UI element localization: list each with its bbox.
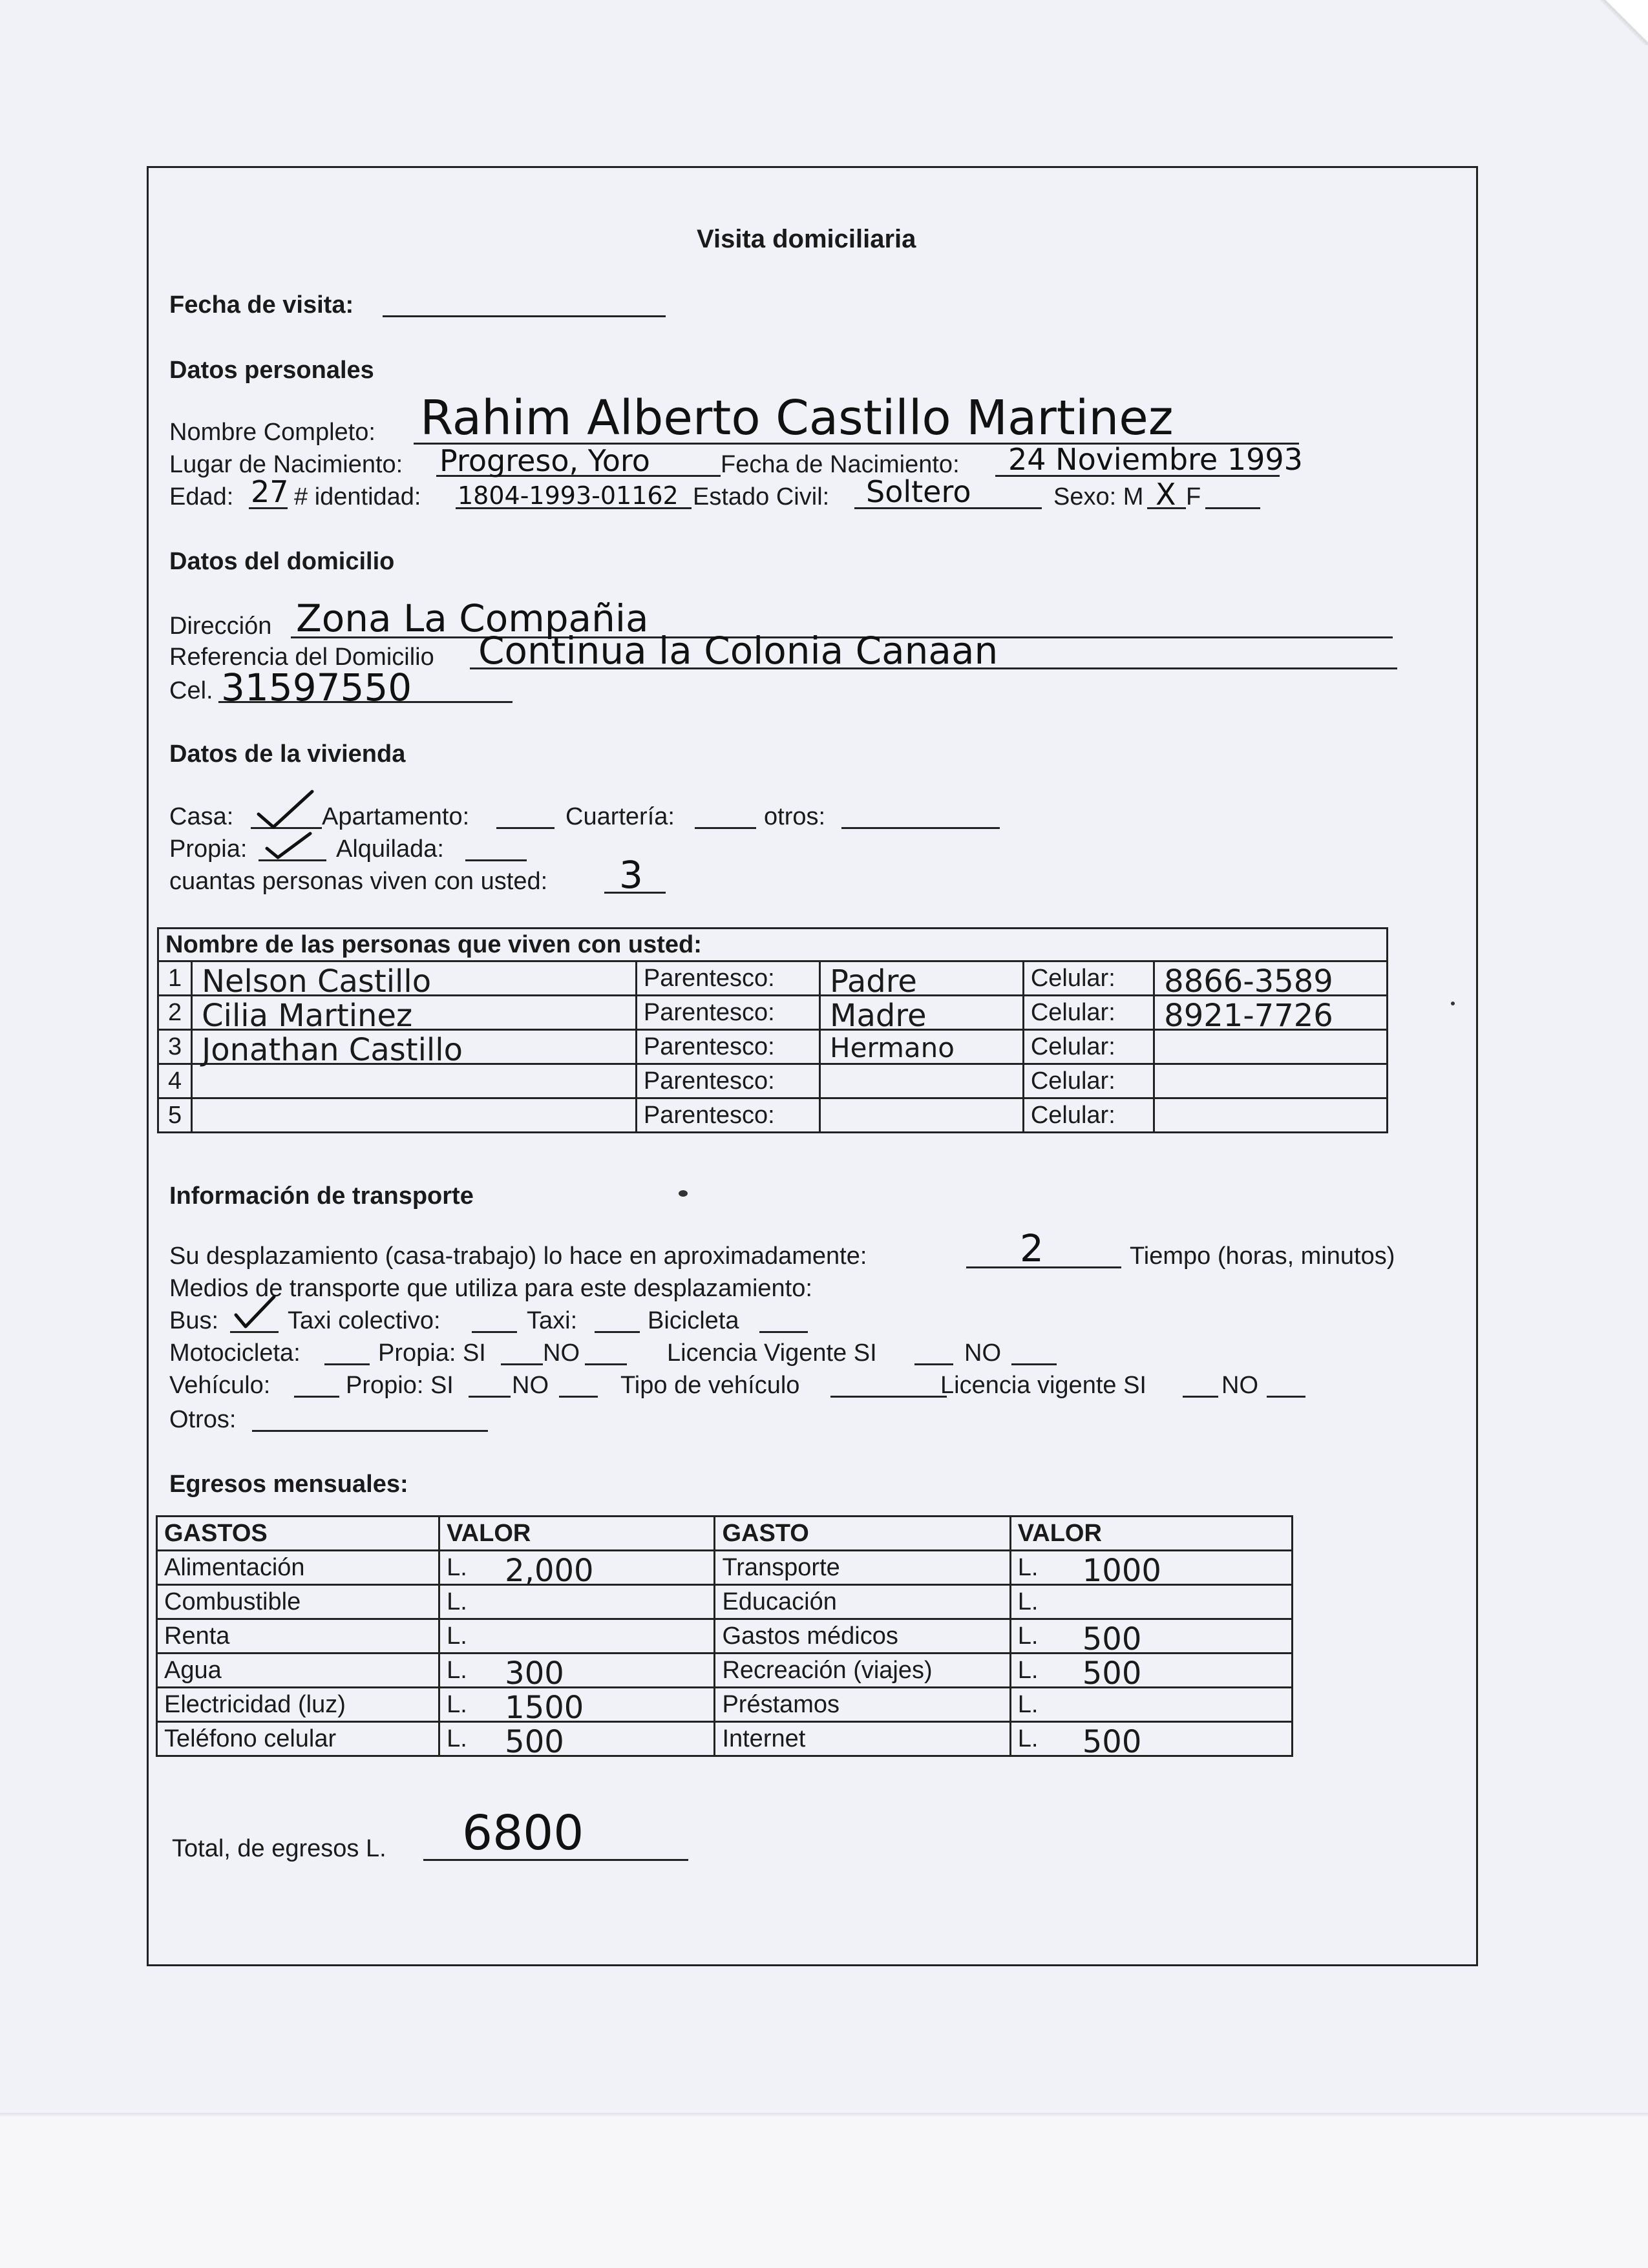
bicicleta-line[interactable] <box>759 1331 808 1333</box>
desplazamiento-line <box>966 1266 1121 1268</box>
currency-label: L. <box>447 1588 467 1615</box>
lugar-nacimiento-value[interactable]: Progreso, Yoro <box>439 443 650 478</box>
currency-label: L. <box>1017 1622 1039 1650</box>
apartamento-label: Apartamento: <box>322 803 470 830</box>
estado-civil-value[interactable]: Soltero <box>866 474 971 509</box>
cuarteria-line[interactable] <box>695 827 756 829</box>
currency-label: L. <box>1017 1656 1039 1684</box>
valor-cell[interactable] <box>1010 1722 1292 1760</box>
valor-value: 1500 <box>505 1690 584 1726</box>
persona-celular-value: 8921-7726 <box>1164 998 1333 1034</box>
celular-label: Celular: <box>1023 1030 1154 1064</box>
valor-cell[interactable] <box>1010 1654 1292 1692</box>
gasto-label: Recreación (viajes) <box>715 1654 1010 1688</box>
gasto-label: Renta <box>157 1619 439 1654</box>
form-frame <box>147 166 1478 1966</box>
moto-propia-si-line[interactable] <box>501 1363 543 1365</box>
gasto-label: Préstamos <box>715 1688 1010 1722</box>
veh-propio-label: Propio: SI <box>346 1372 454 1399</box>
persona-parentesco-value: Hermano <box>830 1032 955 1064</box>
tiempo-label: Tiempo (horas, minutos) <box>1130 1243 1395 1270</box>
total-egresos-label: Total, de egresos L. <box>172 1835 386 1862</box>
sexo-f-label: F <box>1186 483 1201 510</box>
moto-propia-label: Propia: SI <box>378 1339 486 1367</box>
moto-propia-no-line[interactable] <box>585 1363 627 1365</box>
table-row <box>157 1585 1293 1619</box>
veh-no-label: NO <box>512 1372 549 1399</box>
datos-personales-heading: Datos personales <box>169 357 374 384</box>
valor-value: 500 <box>1082 1655 1142 1692</box>
table-row <box>157 1722 1293 1756</box>
persona-nombre-cell[interactable] <box>192 1098 637 1133</box>
nombre-label: Nombre Completo: <box>169 419 375 446</box>
referencia-value[interactable]: Continua la Colonia Canaan <box>478 629 998 673</box>
egresos-header-row <box>157 1517 1293 1551</box>
otros-transporte-label: Otros: <box>169 1406 237 1433</box>
medios-label: Medios de transporte que utiliza para este desplazamiento: <box>169 1275 812 1302</box>
scan-speck <box>679 1190 688 1197</box>
licencia-vigente2-label: Licencia vigente SI <box>940 1372 1146 1399</box>
gastos-header: GASTOS <box>157 1517 439 1551</box>
currency-label: L. <box>447 1690 467 1718</box>
bus-line <box>230 1331 279 1333</box>
gasto-label: Electricidad (luz) <box>157 1688 439 1722</box>
persona-parentesco-cell[interactable] <box>820 1064 1024 1098</box>
bus-label: Bus: <box>169 1307 219 1334</box>
gasto-label: Alimentación <box>157 1551 439 1585</box>
egresos-heading: Egresos mensuales: <box>169 1471 408 1498</box>
persona-nombre-cell[interactable] <box>192 1030 637 1068</box>
licencia2-no-line[interactable] <box>1267 1396 1305 1398</box>
tipo-vehiculo-line[interactable] <box>830 1396 947 1398</box>
personas-table-heading: Nombre de las personas que viven con usted: <box>158 929 1388 961</box>
gasto-header: GASTO <box>715 1517 1010 1551</box>
table-row <box>158 1030 1388 1064</box>
valor-value: 500 <box>1082 1621 1142 1657</box>
persona-celular-cell[interactable] <box>1154 961 1388 1000</box>
table-row <box>158 1064 1388 1098</box>
personas-value[interactable]: 3 <box>619 853 643 897</box>
gasto-label: Gastos médicos <box>715 1619 1010 1654</box>
direccion-value[interactable]: Zona La Compañia <box>296 596 649 640</box>
sexo-label: Sexo: M <box>1053 483 1144 510</box>
cuarteria-label: Cuartería: <box>565 803 675 830</box>
persona-celular-cell[interactable] <box>1154 996 1388 1034</box>
tipo-vehiculo-label: Tipo de vehículo <box>620 1372 800 1399</box>
edad-value[interactable]: 27 <box>251 474 289 509</box>
egresos-table <box>156 1515 1293 1760</box>
valor-cell[interactable] <box>439 1619 715 1654</box>
fecha-nacimiento-value[interactable]: 24 Noviembre 1993 <box>1008 442 1303 477</box>
scan-speck <box>1451 1002 1455 1005</box>
casa-checkmark-icon[interactable] <box>255 788 317 830</box>
table-row <box>158 1098 1388 1133</box>
licencia2-no-label: NO <box>1221 1372 1258 1399</box>
referencia-label: Referencia del Domicilio <box>169 644 434 671</box>
currency-label: L. <box>447 1656 467 1684</box>
sexo-value[interactable]: X <box>1156 477 1176 512</box>
row-number: 3 <box>158 1030 192 1064</box>
valor-value: 2,000 <box>505 1553 594 1589</box>
datos-vivienda-heading: Datos de la vivienda <box>169 740 406 768</box>
valor-value: 1000 <box>1082 1553 1161 1589</box>
motocicleta-line[interactable] <box>324 1363 370 1365</box>
parentesco-label: Parentesco: <box>636 1030 819 1064</box>
casa-label: Casa: <box>169 803 234 830</box>
bus-checkmark-icon[interactable] <box>233 1294 278 1330</box>
taxi-colectivo-label: Taxi colectivo: <box>288 1307 441 1334</box>
total-egresos-value[interactable]: 6800 <box>462 1805 584 1861</box>
estado-civil-label: Estado Civil: <box>693 483 830 510</box>
otros-vivienda-line[interactable] <box>841 827 1000 829</box>
valor-cell[interactable] <box>1010 1688 1292 1722</box>
desplazamiento-label: Su desplazamiento (casa-trabajo) lo hace en aproximadamente: <box>169 1243 867 1270</box>
licencia2-si-line[interactable] <box>1183 1396 1218 1398</box>
persona-celular-cell[interactable] <box>1154 1098 1388 1133</box>
table-row <box>157 1654 1293 1688</box>
alquilada-label: Alquilada: <box>336 835 444 863</box>
taxi-colectivo-line[interactable] <box>472 1331 517 1333</box>
valor-header: VALOR <box>439 1517 715 1551</box>
vehiculo-line[interactable] <box>294 1396 339 1398</box>
valor-cell[interactable] <box>439 1551 715 1589</box>
table-row <box>158 961 1388 996</box>
nombre-value[interactable]: Rahim Alberto Castillo Martinez <box>420 390 1174 446</box>
table-row <box>157 1688 1293 1722</box>
veh-propio-si-line[interactable] <box>469 1396 511 1398</box>
table-row <box>157 1551 1293 1585</box>
row-number: 2 <box>158 996 192 1030</box>
apartamento-line[interactable] <box>496 827 555 829</box>
scan-bottom-edge <box>0 2113 1648 2268</box>
gasto-label: Educación <box>715 1585 1010 1619</box>
licencia-vigente-label: Licencia Vigente SI <box>667 1339 877 1367</box>
currency-label: L. <box>1017 1588 1039 1615</box>
valor-cell[interactable] <box>439 1585 715 1619</box>
fecha-nacimiento-label: Fecha de Nacimiento: <box>721 451 960 478</box>
fecha-visita-line[interactable] <box>383 315 666 317</box>
gasto-label: Transporte <box>715 1551 1010 1585</box>
persona-nombre-cell[interactable] <box>192 996 637 1034</box>
currency-label: L. <box>447 1725 467 1752</box>
gasto-label: Teléfono celular <box>157 1722 439 1756</box>
edad-label: Edad: <box>169 483 234 510</box>
alquilada-line[interactable] <box>465 859 527 861</box>
valor-value: 300 <box>505 1655 564 1692</box>
vehiculo-label: Vehículo: <box>169 1372 271 1399</box>
moto-no-label: NO <box>543 1339 580 1367</box>
valor-value: 500 <box>1082 1724 1142 1760</box>
row-number: 4 <box>158 1064 192 1098</box>
taxi-label: Taxi: <box>527 1307 578 1334</box>
bicicleta-label: Bicicleta <box>648 1307 739 1334</box>
currency-label: L. <box>1017 1553 1039 1581</box>
persona-parentesco-cell[interactable] <box>820 1098 1024 1133</box>
direccion-label: Dirección <box>169 613 272 640</box>
valor-cell[interactable] <box>439 1654 715 1692</box>
persona-parentesco-cell[interactable] <box>820 1030 1024 1064</box>
propia-label: Propia: <box>169 835 248 863</box>
motocicleta-label: Motocicleta: <box>169 1339 301 1367</box>
veh-propio-no-line[interactable] <box>559 1396 598 1398</box>
cel-value[interactable]: 31597550 <box>221 666 412 709</box>
otros-transporte-line[interactable] <box>252 1430 488 1432</box>
lugar-nacimiento-label: Lugar de Nacimiento: <box>169 451 403 478</box>
gasto-label: Internet <box>715 1722 1010 1756</box>
persona-celular-value: 8866-3589 <box>1164 963 1333 1000</box>
valor-cell[interactable] <box>1010 1619 1292 1657</box>
persona-parentesco-cell[interactable] <box>820 996 1024 1034</box>
datos-domicilio-heading: Datos del domicilio <box>169 548 395 575</box>
persona-parentesco-cell[interactable] <box>820 961 1024 1000</box>
persona-celular-cell[interactable] <box>1154 1030 1388 1064</box>
gasto-label: Agua <box>157 1654 439 1688</box>
celular-label: Celular: <box>1023 1098 1154 1133</box>
persona-parentesco-value: Madre <box>830 998 927 1034</box>
celular-label: Celular: <box>1023 961 1154 996</box>
persona-nombre-value: Nelson Castillo <box>202 963 432 1000</box>
identidad-value[interactable]: 1804-1993-01162 <box>458 481 679 510</box>
currency-label: L. <box>1017 1690 1039 1718</box>
persona-nombre-cell[interactable] <box>192 961 637 1000</box>
valor-cell[interactable] <box>1010 1551 1292 1589</box>
parentesco-label: Parentesco: <box>636 961 819 996</box>
persona-parentesco-value: Padre <box>830 963 917 1000</box>
otros-vivienda-label: otros: <box>764 803 826 830</box>
currency-label: L. <box>1017 1725 1039 1752</box>
cel-label: Cel. <box>169 677 213 704</box>
form-title: Visita domiciliaria <box>697 225 916 253</box>
parentesco-label: Parentesco: <box>636 1098 819 1133</box>
celular-label: Celular: <box>1023 1064 1154 1098</box>
desplazamiento-value[interactable]: 2 <box>1020 1226 1044 1270</box>
currency-label: L. <box>447 1553 467 1581</box>
licencia-si-line[interactable] <box>914 1363 953 1365</box>
gasto-label: Combustible <box>157 1585 439 1619</box>
parentesco-label: Parentesco: <box>636 1064 819 1098</box>
table-row <box>158 996 1388 1030</box>
taxi-line[interactable] <box>595 1331 640 1333</box>
persona-nombre-value: Cilia Martinez <box>202 998 413 1034</box>
personas-table-header-row <box>158 929 1388 961</box>
fecha-visita-label: Fecha de visita: <box>169 291 354 319</box>
celular-label: Celular: <box>1023 996 1154 1030</box>
licencia-no-label: NO <box>964 1339 1001 1367</box>
page-corner-fold <box>1590 0 1648 45</box>
row-number: 1 <box>158 961 192 996</box>
table-row <box>157 1619 1293 1654</box>
persona-celular-cell[interactable] <box>1154 1064 1388 1098</box>
identidad-label: # identidad: <box>294 483 421 510</box>
licencia-no-line[interactable] <box>1011 1363 1057 1365</box>
persona-nombre-value: Jonathan Castillo <box>202 1032 463 1068</box>
personas-label: cuantas personas viven con usted: <box>169 868 548 895</box>
sexo-f-line[interactable] <box>1205 507 1260 509</box>
valor-cell[interactable] <box>439 1722 715 1760</box>
row-number: 5 <box>158 1098 192 1133</box>
valor-cell[interactable] <box>439 1688 715 1726</box>
transporte-heading: Información de transporte <box>169 1182 474 1210</box>
personas-table <box>157 927 1388 1133</box>
valor-cell[interactable] <box>1010 1585 1292 1619</box>
persona-nombre-cell[interactable] <box>192 1064 637 1098</box>
propia-checkmark-icon[interactable] <box>264 830 315 861</box>
valor-value: 500 <box>505 1724 564 1760</box>
parentesco-label: Parentesco: <box>636 996 819 1030</box>
currency-label: L. <box>447 1622 467 1650</box>
valor-header-2: VALOR <box>1010 1517 1292 1551</box>
